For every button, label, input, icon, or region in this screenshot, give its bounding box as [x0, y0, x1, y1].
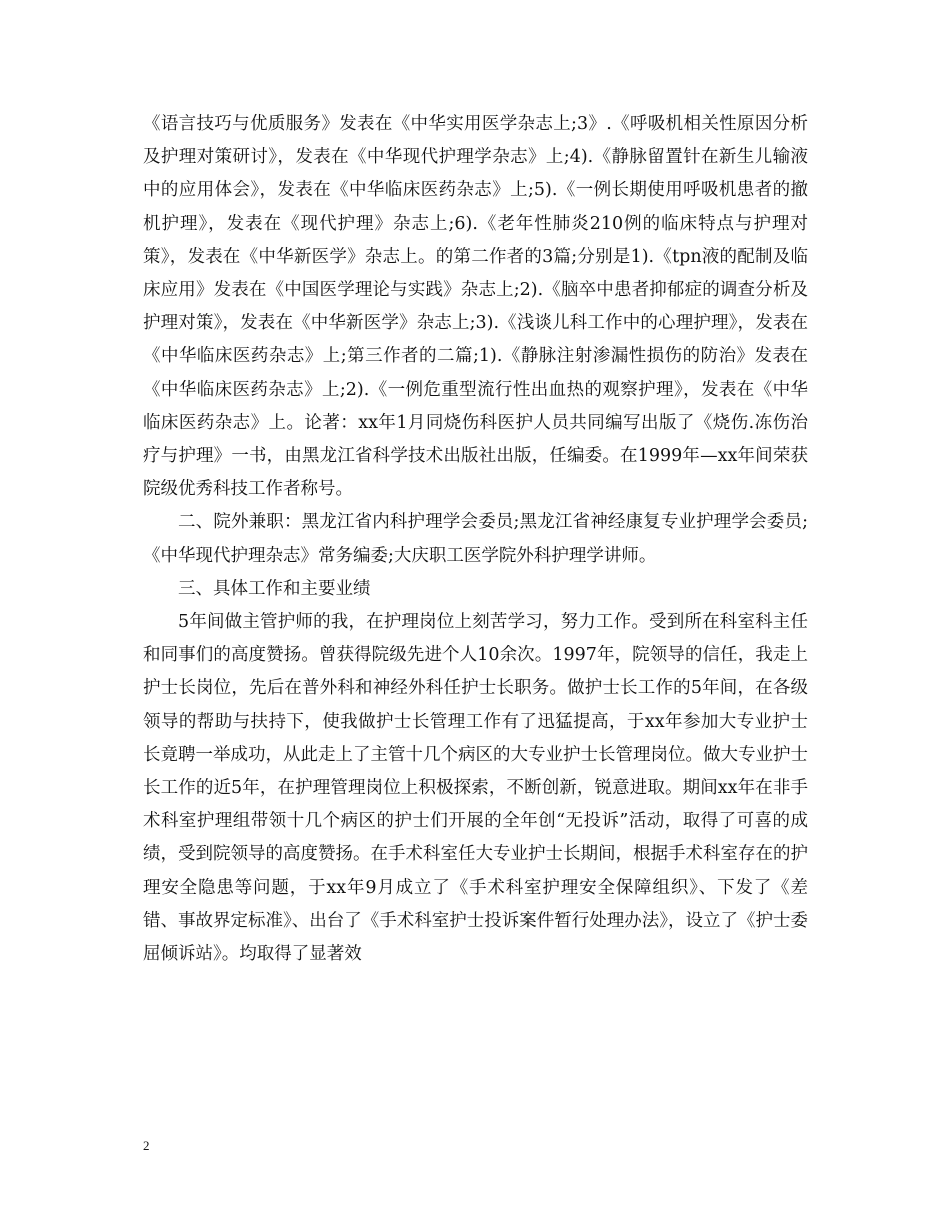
paragraph-publications: 《语言技巧与优质服务》发表在《中华实用医学杂志上;3》.《呼吸机相关性原因分析及护理对策研讨》，发表在《中华现代护理学杂志》上;4).《静脉留置针在新生儿输液中的应用体会》，发表在《中华临床医药杂志》上;5).《一例长期使用呼吸机患者的撤机护理》，发表在《现代护理》杂志上;6).《老年性肺炎210例的临床特点与护理对策》，发表在《中华新医学》杂志上。的第二作者的3篇;分别是1).《tpn液的配制及临床应用》发表在《中国医学理论与实践》杂志上;2).《脑卒中患者抑郁症的调查分析及护理对策》，发表在《中华新医学》杂志上;3).《浅谈儿科工作中的心理护理》，发表在《中华临床医药杂志》上;第三作者的二篇;1).《静脉注射渗漏性损伤的防治》发表在《中华临床医药杂志》上;2).《一例危重型流行性出血热的观察护理》，发表在《中华临床医药杂志》上。论著：xx年1月同烧伤科医护人员共同编写出版了《烧伤.冻伤治疗与护理》一书，由黑龙江省科学技术出版社出版，任编委。在1999年—xx年间荣获院级优秀科技工作者称号。 — [143, 114, 808, 500]
section-heading-work-achievements: 三、具体工作和主要业绩 — [178, 578, 371, 599]
paragraph-external-positions: 二、院外兼职：黑龙江省内科护理学会委员;黑龙江省神经康复专业护理学会委员;《中华现代护理杂志》常务编委;大庆职工医学院外科护理学讲师。 — [143, 512, 808, 566]
paragraph-work-achievements: 5年间做主管护师的我，在护理岗位上刻苦学习，努力工作。受到所在科室科主任和同事们的高度赞扬。曾获得院级先进个人10余次。1997年，院领导的信任，我走上护士长岗位，先后在普外科和神经外科任护士长职务。做护士长工作的5年间，在各级领导的帮助与扶持下，使我做护士长管理工作有了迅猛提高，于xx年参加大专业护士长竟聘一举成功，从此走上了主管十几个病区的大专业护士长管理岗位。做大专业护士长工作的近5年，在护理管理岗位上积极探索，不断创新，锐意进取。期间xx年在非手术科室护理组带领十几个病区的护士们开展的全年创“无投诉”活动，取得了可喜的成绩，受到院领导的高度赞扬。在手术科室任大专业护士长期间，根据手术科室存在的护理安全隐患等问题，于xx年9月成立了《手术科室护理安全保障组织》、下发了《差错、事故界定标准》、出台了《手术科室护士投诉案件暂行处理办法》，设立了《护士委屈倾诉站》。均取得了显著效 — [143, 612, 808, 965]
document-body — [143, 108, 808, 971]
page-number: 2 — [143, 1138, 150, 1153]
